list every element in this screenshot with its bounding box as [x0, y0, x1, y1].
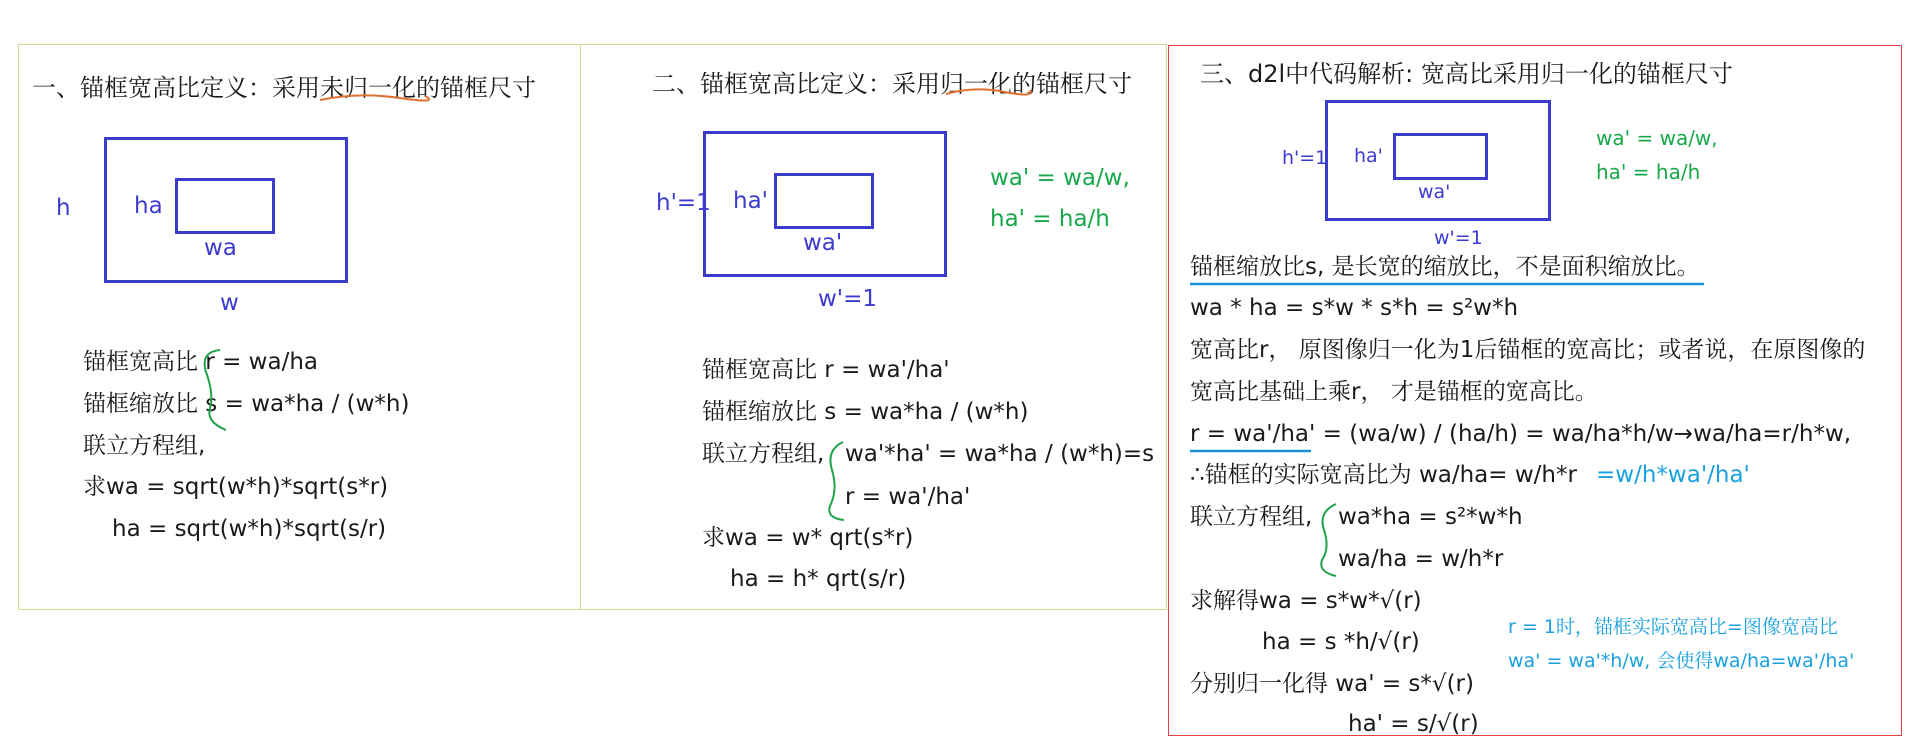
explanation-line: 宽高比基础上乘r， 才是锚框的宽高比。 [1190, 379, 1598, 405]
explanation-line: 锚框缩放比s, 是长宽的缩放比，不是面积缩放比。 [1190, 254, 1700, 280]
image-height-label: h [56, 195, 71, 221]
image-height-label: h'=1 [656, 190, 711, 216]
equation-line: 锚框宽高比 r = wa/ha [83, 349, 318, 375]
explanation-line: 求解得wa = s*w*√(r) [1190, 588, 1422, 614]
explanation-line: wa/ha = w/h*r [1338, 546, 1504, 572]
equation-line: 求wa = w* qrt(s*r) [702, 525, 914, 551]
image-width-label: w'=1 [1434, 227, 1483, 249]
equation-line: r = wa'/ha' [845, 484, 971, 510]
equation-line: ha = sqrt(w*h)*sqrt(s/r) [112, 516, 387, 542]
equation-line: 联立方程组, [702, 441, 825, 467]
explanation-line: ha' = s/√(r) [1348, 711, 1479, 737]
anchor-width-label: wa' [1418, 181, 1451, 203]
explanation-line: ∴锚框的实际宽高比为 wa/ha= w/h*r [1190, 462, 1577, 488]
image-width-label: w'=1 [818, 286, 878, 312]
anchor-width-label: wa' [803, 230, 843, 256]
explanation-line: wa*ha = s²*w*h [1338, 504, 1523, 530]
image-height-label: h'=1 [1282, 147, 1328, 169]
panel1-title: 一、锚框宽高比定义：采用未归一化的锚框尺寸 [32, 74, 536, 102]
anchor-box [774, 173, 874, 229]
panel3-title: 三、d2l中代码解析: 宽高比采用归一化的锚框尺寸 [1200, 60, 1733, 88]
equation-line: 锚框缩放比 s = wa*ha / (w*h) [83, 391, 410, 417]
anchor-height-label: ha [134, 193, 163, 219]
explanation-line: 宽高比r， 原图像归一化为1后锚框的宽高比；或者说，在原图像的 [1190, 337, 1866, 363]
explanation-line: 联立方程组, [1190, 504, 1313, 530]
normalized-height-eq: ha' = ha/h [1596, 160, 1701, 184]
anchor-box [175, 178, 275, 234]
equation-line: wa'*ha' = wa*ha / (w*h)=s [845, 441, 1155, 467]
explanation-line: r = wa'/ha' = (wa/w) / (ha/h) = wa/ha*h/w→wa/ha=r/h*w, [1190, 421, 1852, 447]
normalized-height-eq: ha' = ha/h [990, 206, 1110, 232]
note-normalized-ratio: wa' = wa'*h/w, 会使得wa/ha=wa'/ha' [1508, 650, 1855, 672]
anchor-height-label: ha' [1354, 145, 1383, 167]
explanation-line: 分别归一化得 wa' = s*√(r) [1190, 671, 1474, 697]
equation-line: 锚框宽高比 r = wa'/ha' [702, 357, 950, 383]
note-r-equals-one: r = 1时，锚框实际宽高比=图像宽高比 [1508, 616, 1838, 638]
equation-line: 求wa = sqrt(w*h)*sqrt(s*r) [83, 474, 389, 500]
anchor-width-label: wa [204, 235, 237, 261]
equation-line: 锚框缩放比 s = wa*ha / (w*h) [702, 399, 1029, 425]
explanation-line: wa * ha = s*w * s*h = s²w*h [1190, 295, 1519, 321]
panel2-title: 二、锚框宽高比定义：采用归一化的锚框尺寸 [652, 70, 1132, 98]
anchor-box [1393, 133, 1488, 180]
image-width-label: w [220, 290, 239, 316]
equation-line: 联立方程组, [83, 433, 206, 459]
normalized-ratio-highlight: =w/h*wa'/ha' [1596, 462, 1750, 488]
anchor-height-label: ha' [733, 188, 768, 214]
explanation-line: ha = s *h/√(r) [1262, 629, 1420, 655]
normalized-width-eq: wa' = wa/w, [990, 165, 1130, 191]
normalized-width-eq: wa' = wa/w, [1596, 126, 1718, 150]
equation-line: ha = h* qrt(s/r) [730, 566, 907, 592]
